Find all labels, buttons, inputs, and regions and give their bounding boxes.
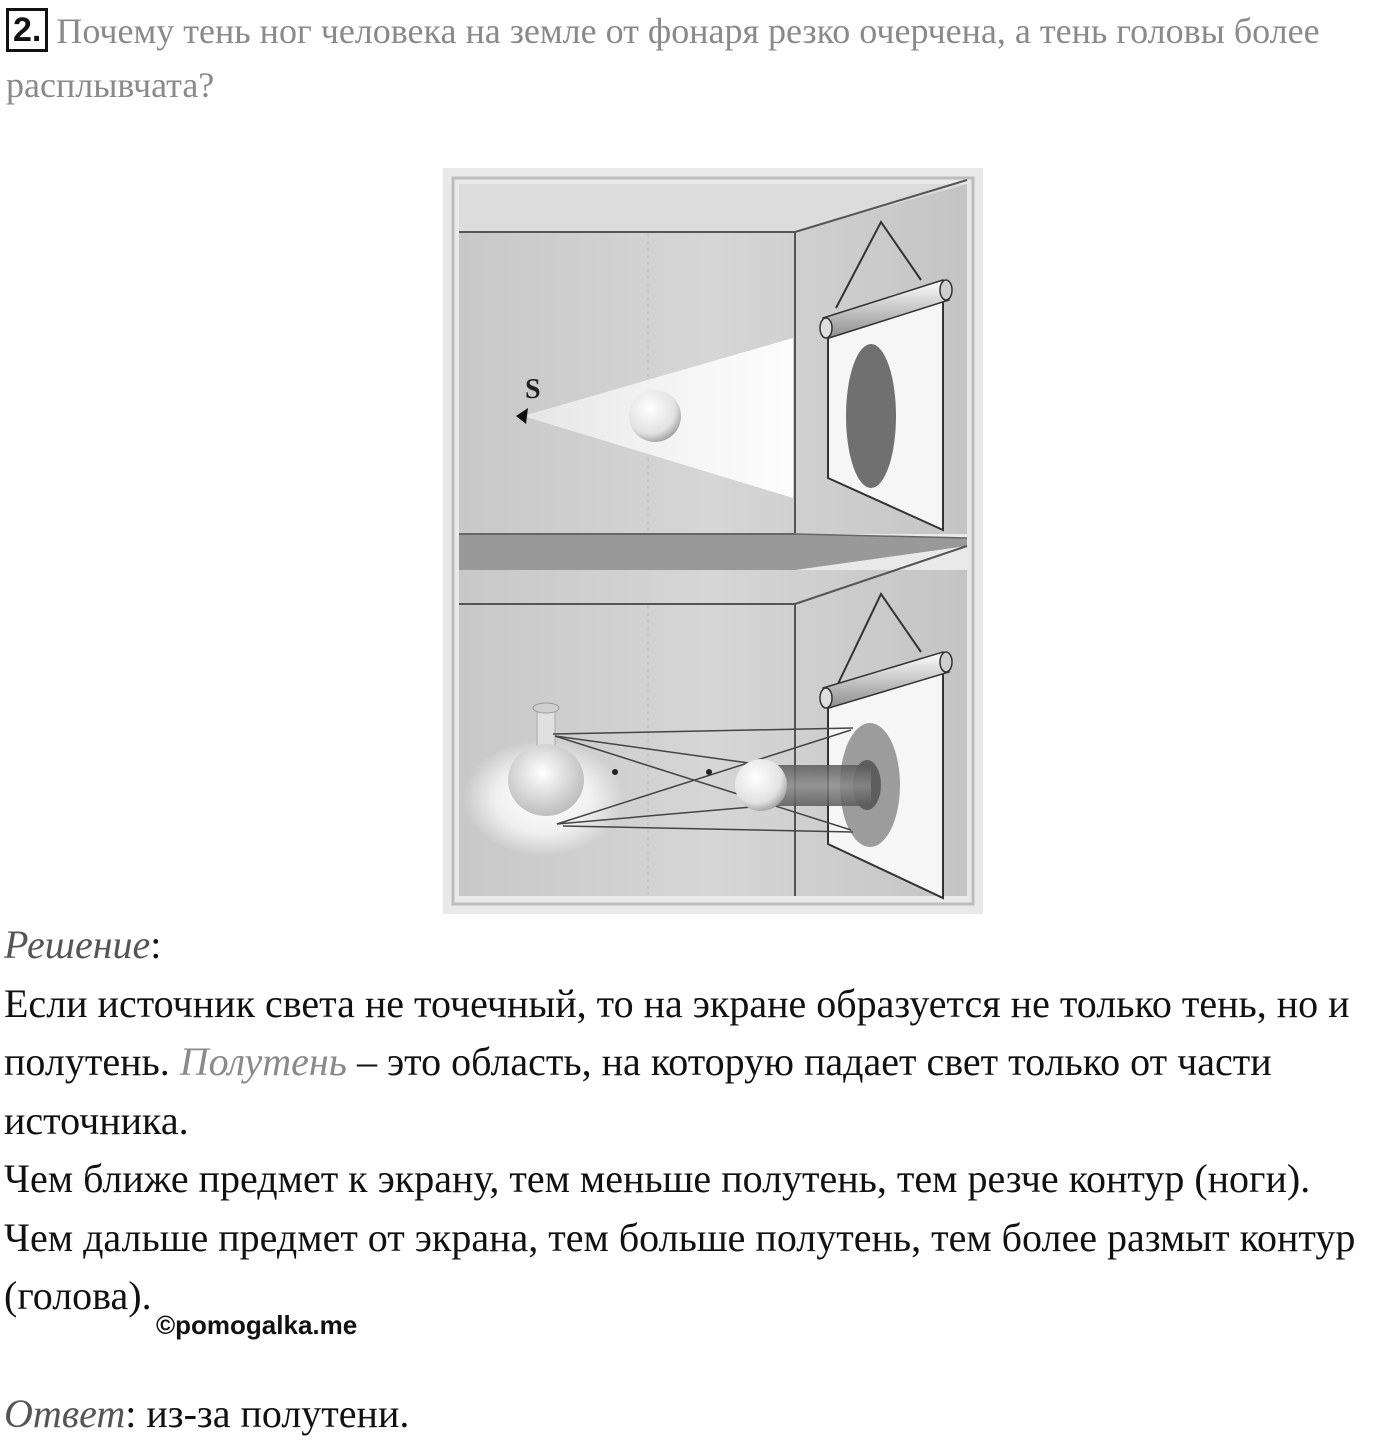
answer-text: из-за полутени.: [136, 1391, 410, 1436]
shadow-top: [846, 344, 896, 488]
answer-label: Ответ: [4, 1391, 126, 1436]
ball-top: [629, 390, 681, 442]
question-text: Почему тень ног человека на земле от фонаря резко очерчена, а тень головы более расплывчата?: [6, 11, 1320, 105]
solution-paragraph-2: Чем ближе предмет к экрану, тем меньше полутень, тем резче контур (ноги).: [4, 1156, 1311, 1201]
penumbra-term: Полутень: [179, 1039, 347, 1084]
question-number: 2.: [6, 8, 48, 52]
answer-colon: :: [125, 1391, 137, 1436]
solution-heading-label: Решение: [4, 922, 151, 967]
source-label: S: [525, 374, 541, 405]
figure-illustration: [443, 168, 983, 914]
top-cell: [459, 180, 967, 534]
solution-p1-part1: Если источник света не точечный, то на экране образуется не только тень, но и полутень.: [4, 980, 1350, 1084]
bottom-cell: [459, 546, 967, 898]
question: [6, 4, 1386, 112]
solution-heading: [4, 916, 1400, 975]
solution: [4, 916, 1400, 1326]
answer: [4, 1388, 1400, 1440]
solution-paragraph-3: Чем дальше предмет от экрана, тем больше полутень, тем более размыт контур (голова).: [4, 1214, 1356, 1318]
ball-bottom: [735, 759, 787, 811]
solution-p1-part2: – это область, на которую падает свет только от части источника.: [4, 1039, 1272, 1143]
solution-paragraph-1: [4, 975, 1400, 1151]
shadow-penumbra-figure: [443, 168, 983, 914]
watermark: ©pomogalka.me: [156, 1310, 358, 1340]
solution-heading-colon: :: [150, 922, 162, 967]
